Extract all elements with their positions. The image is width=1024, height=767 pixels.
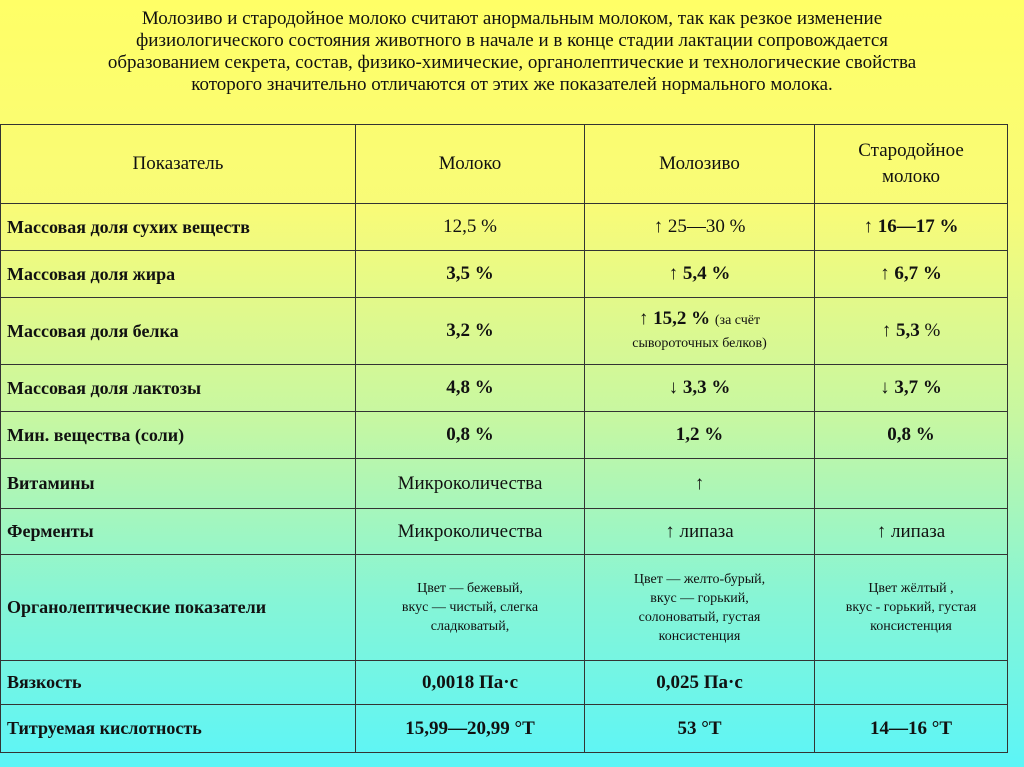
intro-text (40, 8, 984, 96)
text-line: консистенция (870, 619, 952, 634)
text-line: Цвет жёлтый , (868, 581, 954, 596)
cell-colostrum: ↑ липаза (585, 509, 815, 555)
text-line: консистенция (658, 628, 741, 644)
row-label: Массовая доля белка (1, 298, 356, 365)
text-line: Цвет — желто-бурый, (633, 571, 766, 587)
cell-milk: 3,5 % (356, 251, 585, 298)
cell-colostrum: ↑ 5,4 % (585, 251, 815, 298)
cell-milk: 4,8 % (356, 365, 585, 412)
cell-milk: Микроколичества (356, 459, 585, 509)
intro-line: Молозиво и стародойное молоко считают анормальным молоком, так как резкое изменение (141, 8, 883, 29)
text-line: солоноватый, густая (638, 609, 761, 625)
cell-old-milk (815, 555, 1008, 661)
table-row (1, 412, 1008, 459)
table-row (1, 705, 1008, 753)
table-header-row (1, 125, 1008, 204)
cell-old-milk: 0,8 % (815, 412, 1008, 459)
intro-line: образованием секрета, состав, физико-химические, органолептические и технологические свойства (107, 52, 917, 73)
colostrum-note: сывороточных белков) (632, 336, 767, 351)
cell-milk (356, 555, 585, 661)
row-label: Массовая доля жира (1, 251, 356, 298)
table-row (1, 251, 1008, 298)
cell-colostrum (585, 298, 815, 365)
cell-old-milk (815, 298, 1008, 365)
text-line: вкус — горький, (650, 590, 749, 606)
comparison-table (0, 124, 1008, 753)
row-label: Ферменты (1, 509, 356, 555)
cell-old-milk (815, 661, 1008, 705)
old-milk-value: ↑ 5,3 (881, 320, 920, 341)
table-row (1, 661, 1008, 705)
cell-colostrum: ↑ 25—30 % (585, 204, 815, 251)
table-row (1, 459, 1008, 509)
header-milk: Молоко (356, 125, 585, 204)
cell-milk: 0,0018 Па·с (356, 661, 585, 705)
header-old-milk: Стародойное молоко (815, 125, 1008, 204)
text-line: вкус — чистый, слегка (401, 600, 539, 615)
cell-milk: 0,8 % (356, 412, 585, 459)
table-row (1, 204, 1008, 251)
cell-old-milk: ↓ 3,7 % (815, 365, 1008, 412)
text-line: сладковатый, (430, 619, 510, 634)
row-label: Органолептические показатели (1, 555, 356, 661)
row-label: Витамины (1, 459, 356, 509)
intro-line: физиологического состояния животного в начале и в конце стадии лактации сопровождается (135, 30, 888, 51)
colostrum-value: ↑ 15,2 % (638, 308, 711, 329)
cell-old-milk: ↑ 16—17 % (815, 204, 1008, 251)
header-colostrum: Молозиво (585, 125, 815, 204)
text-line: вкус - горький, густая (845, 600, 977, 615)
intro-line: которого значительно отличаются от этих же показателей нормального молока. (191, 74, 833, 95)
cell-milk: 12,5 % (356, 204, 585, 251)
cell-colostrum: 53 °Т (585, 705, 815, 753)
cell-colostrum: 0,025 Па·с (585, 661, 815, 705)
cell-old-milk: ↑ липаза (815, 509, 1008, 555)
cell-milk: Микроколичества (356, 509, 585, 555)
cell-colostrum: 1,2 % (585, 412, 815, 459)
cell-milk: 3,2 % (356, 298, 585, 365)
colostrum-note: (за счёт (714, 313, 761, 328)
cell-old-milk: 14—16 °Т (815, 705, 1008, 753)
cell-milk: 15,99—20,99 °Т (356, 705, 585, 753)
table-row (1, 365, 1008, 412)
table-row (1, 509, 1008, 555)
cell-old-milk (815, 459, 1008, 509)
cell-colostrum (585, 555, 815, 661)
row-label: Массовая доля лактозы (1, 365, 356, 412)
row-label: Титруемая кислотность (1, 705, 356, 753)
cell-colostrum: ↑ (585, 459, 815, 509)
cell-old-milk: ↑ 6,7 % (815, 251, 1008, 298)
table-row (1, 555, 1008, 661)
table-row (1, 298, 1008, 365)
header-indicator: Показатель (1, 125, 356, 204)
row-label: Вязкость (1, 661, 356, 705)
old-milk-unit: % (924, 320, 941, 341)
row-label: Массовая доля сухих веществ (1, 204, 356, 251)
row-label: Мин. вещества (соли) (1, 412, 356, 459)
cell-colostrum: ↓ 3,3 % (585, 365, 815, 412)
text-line: Цвет — бежевый, (417, 581, 523, 596)
